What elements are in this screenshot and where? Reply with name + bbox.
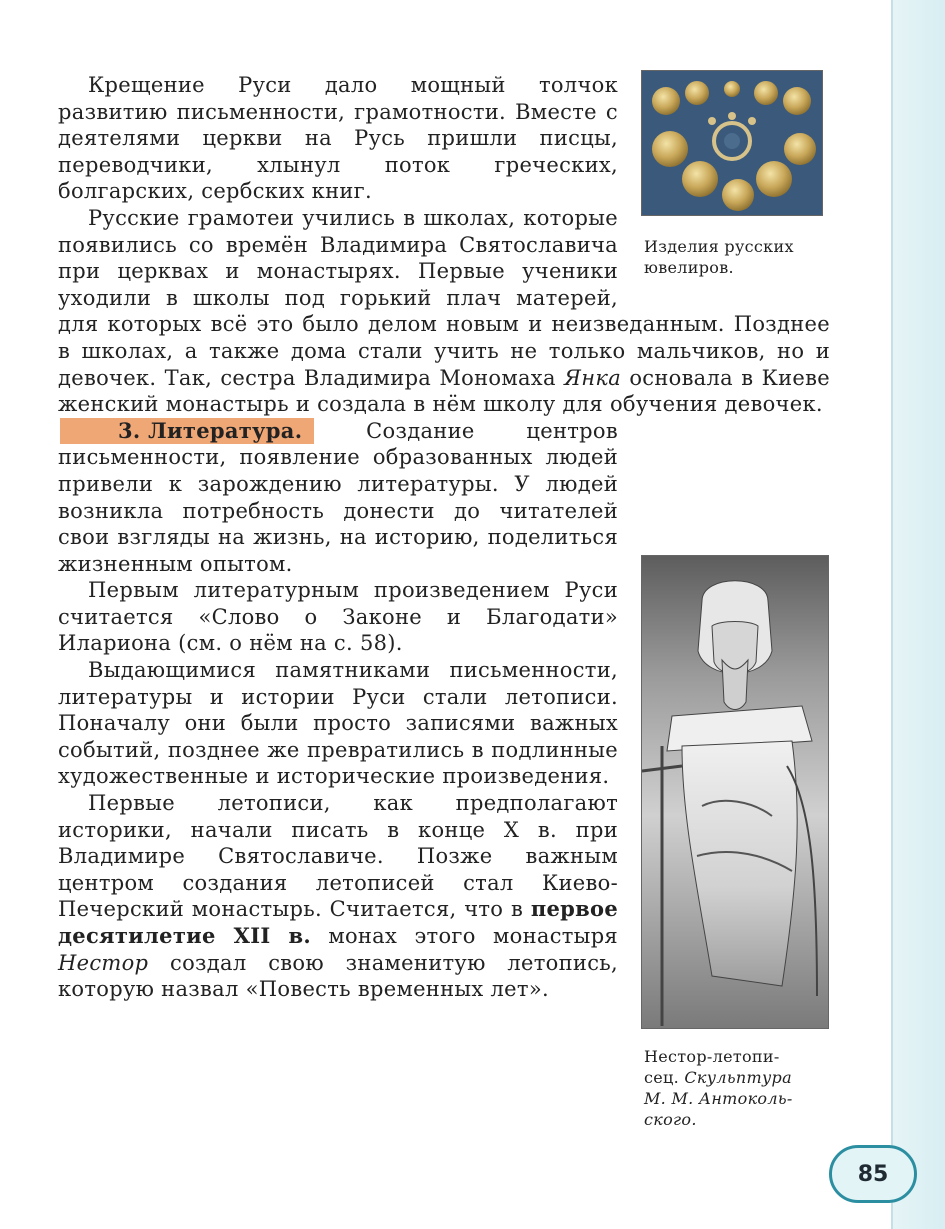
first-decade-xii-century: первое десятилетие XII в.: [58, 896, 618, 948]
float-space-jewelry: [636, 72, 830, 290]
term-chronicles: летописи: [504, 684, 612, 709]
paragraph-chronicles-after: . Поначалу они были просто записями важных событий, позднее же превратились в подлинные художественные и исторические произведения.: [58, 684, 618, 789]
page-number: 85: [857, 1161, 889, 1187]
paragraph-literature-rest: Создание центров письменности, появление образованных людей привели к зарождению литературы. У людей возникла потребность донести до читателей свои взгляды на жизнь, на историю, поделиться жизненным опытом.: [58, 418, 618, 576]
paragraph-first-literary-work: Первым литературным произведением Руси считается «Слово о Законе и Благодати» Илариона (см. о нём на с. 58).: [58, 578, 618, 656]
page-number-badge: [829, 1145, 917, 1203]
nestor-caption-line2: [644, 1067, 834, 1088]
nestor-caption-italic-rest: М. М. Антоколь-ского.: [644, 1089, 793, 1129]
nestor-caption: [644, 1046, 834, 1130]
paragraph-first-chronicles-mid: монах этого монастыря: [310, 924, 618, 948]
paragraph-chronicles-before: Выдающимися памятниками письменности, литературы и истории Руси стали: [58, 658, 618, 709]
paragraph-christianization: Крещение Руси дало мощный толчок развитию письменности, грамотности. Вместе с деятелями церкви на Русь пришли писцы, переводчики, хлынул поток греческих, болгарских, сербских книг.: [58, 73, 618, 204]
nestor-caption-line1: Нестор-летопи-: [644, 1047, 780, 1066]
paragraph-schools-before-italic: Русские грамотеи учились в школах, которые появились со времён Владимира Святославича при церквах и монастырях. Первые ученики уходили в школы под горький плач матерей, для которых всё это было делом новым и неизведанным. Позднее в школах, а также дома стали учить не только мальчиков, но и девочек. Так, сестра Владимира Мономаха: [58, 205, 830, 390]
main-text: [58, 72, 830, 1024]
nestor-caption-line2-italic: Скульптура: [684, 1068, 792, 1087]
paragraph-first-chronicles-after: создал свою знаменитую летопись, которую назвал «Повесть временных лет».: [58, 950, 618, 1002]
yanka-name: Янка: [564, 365, 622, 390]
section-title-literature: 3. Литература.: [60, 418, 314, 445]
nestor-caption-line2-prefix: сец.: [644, 1068, 685, 1087]
nestor-name: Нестор: [58, 950, 149, 975]
paragraph-first-chronicles-before-bold: Первые летописи, как предполагают историки, начали писать в конце X в. при Владимире Святославиче. Позже важным центром создания летописей стал Киево-Печерский монастырь. Считается, что в: [58, 791, 618, 922]
paragraph-schools-after-italic: основала в Киеве женский монастырь и создала в нём школу для обучения девочек.: [58, 365, 830, 417]
page-edge-strip: [893, 0, 945, 1229]
jewelry-caption: Изделия русских ювелиров.: [644, 237, 794, 277]
page-edge-border: [891, 0, 893, 1229]
float-space-nestor: [632, 424, 832, 1016]
